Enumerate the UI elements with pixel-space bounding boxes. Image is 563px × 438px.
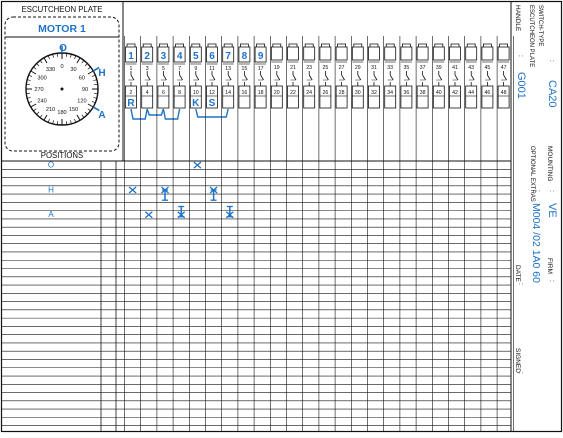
- contact-symbol: [455, 75, 458, 86]
- dial-tick: [77, 58, 80, 63]
- terminal-bottom-number: 14: [225, 90, 231, 96]
- contact-symbol: [487, 75, 490, 86]
- terminal-bottom-number: 10: [193, 90, 199, 96]
- dial-tick: [88, 67, 91, 69]
- dial-center: [61, 88, 64, 91]
- switch-type-label: SWITCH-TYPE: [537, 5, 543, 46]
- dial-tick: [37, 64, 39, 66]
- terminal-top-number: 45: [485, 65, 491, 71]
- terminal-top-number: 1: [130, 66, 133, 72]
- terminal-bracket: [321, 44, 329, 47]
- dial-tick: [88, 104, 93, 107]
- terminal-bottom-number: 48: [501, 90, 507, 96]
- marker-a: A: [98, 110, 105, 121]
- sheet-border: [2, 2, 562, 432]
- contact-symbol: [261, 75, 264, 86]
- contact-symbol: [309, 75, 312, 86]
- terminal-top-box: [304, 47, 315, 60]
- terminal-bracket: [273, 44, 281, 47]
- terminal-bracket: [192, 44, 200, 47]
- terminal-top-number: 13: [225, 66, 231, 72]
- contact-symbol: [147, 75, 150, 86]
- terminal-bracket: [208, 44, 216, 47]
- dial-angle-label: 60: [79, 76, 85, 82]
- terminal-top-number: 33: [387, 65, 393, 71]
- terminal-bottom-number: 12: [209, 90, 215, 96]
- dial-angle-label: 300: [37, 76, 46, 82]
- contact-symbol: [293, 75, 296, 86]
- terminal-top-box: [482, 47, 493, 60]
- handle-separator: :: [517, 55, 524, 57]
- switch-type-value: CA20: [546, 80, 558, 108]
- dial-tick: [44, 58, 47, 63]
- terminal-top-number: 7: [178, 66, 181, 72]
- contact-symbol: [471, 75, 474, 86]
- contact-symbol: [423, 75, 426, 86]
- escutcheon-plate-heading: ESCUTCHEON PLATE: [22, 5, 103, 14]
- dial-tick: [31, 104, 36, 107]
- terminal-block: [126, 44, 510, 119]
- motor-label: MOTOR 1: [38, 23, 86, 35]
- contact-symbol: [196, 75, 199, 86]
- terminal-bottom-number: 24: [306, 90, 312, 96]
- contact-symbol: [212, 75, 215, 86]
- marker-o: O: [59, 43, 67, 54]
- terminal-letter: K: [192, 98, 200, 109]
- contact-symbol: [358, 75, 361, 86]
- dial-angle-label: 270: [34, 87, 43, 93]
- dial-angle-label: 330: [46, 67, 55, 73]
- dial-angle-label: 180: [57, 110, 66, 116]
- extras-separator: :: [534, 190, 541, 192]
- terminal-bracket: [143, 44, 151, 47]
- position-label: A: [48, 210, 54, 219]
- dial-tick: [40, 60, 42, 63]
- signed-label: SIGNED: [514, 348, 521, 373]
- dial-tick: [31, 71, 36, 74]
- date-separator: :: [517, 283, 524, 285]
- stage-number: 4: [177, 51, 183, 62]
- stage-number: 3: [161, 51, 167, 62]
- dial-tick: [82, 60, 84, 63]
- escutcheon-plate-label: ESCUTCHEON PLATE: [528, 5, 534, 67]
- stage-number: 7: [225, 51, 231, 62]
- terminal-bottom-number: 20: [274, 90, 280, 96]
- optional-extras-label: OPTIONAL EXTRAS: [529, 146, 535, 202]
- terminal-bracket: [370, 44, 378, 47]
- dial-tick: [33, 67, 36, 69]
- terminal-top-number: 31: [371, 65, 377, 71]
- terminal-top-box: [271, 47, 282, 60]
- terminal-bracket: [386, 44, 394, 47]
- stage-number: 1: [128, 51, 134, 62]
- terminal-bottom-number: 16: [242, 90, 248, 96]
- dial-angle-label: 150: [69, 107, 78, 113]
- terminal-bracket: [451, 44, 459, 47]
- dial-tick: [85, 112, 87, 114]
- terminal-top-box: [385, 47, 396, 60]
- dial-angle-label: 0: [60, 64, 63, 70]
- firm-label: FIRM: [546, 258, 553, 274]
- positions-heading: POSITIONS: [41, 151, 83, 160]
- terminal-bottom-number: 8: [178, 90, 181, 96]
- switch-type-separator: :: [548, 60, 555, 62]
- terminal-bottom-number: 18: [258, 90, 264, 96]
- terminal-top-box: [466, 47, 477, 60]
- contact-symbol: [374, 75, 377, 86]
- terminal-jumper: [131, 109, 147, 119]
- terminal-bottom-number: 4: [146, 90, 149, 96]
- terminal-top-number: 5: [162, 66, 165, 72]
- terminal-bottom-number: 44: [468, 90, 474, 96]
- terminal-top-number: 11: [209, 66, 214, 72]
- terminal-bracket: [289, 44, 297, 47]
- terminal-bracket: [240, 44, 248, 47]
- terminal-top-box: [433, 47, 444, 60]
- dial-tick: [77, 115, 80, 120]
- signed-separator: :: [517, 372, 524, 374]
- contact-symbol: [131, 75, 134, 86]
- contact-symbol: [390, 75, 393, 86]
- dial-tick: [82, 115, 84, 118]
- dial-angle-label: 120: [77, 99, 86, 105]
- dial: [26, 46, 99, 125]
- position-label: H: [48, 185, 54, 194]
- terminal-top-number: 37: [420, 65, 426, 71]
- terminal-bracket: [354, 44, 362, 47]
- terminal-top-number: 9: [194, 66, 197, 72]
- marker-h: H: [98, 68, 105, 79]
- extras-value: M004 /02 1A0 60: [530, 203, 542, 283]
- terminal-bottom-number: 40: [436, 90, 442, 96]
- handle-label: HANDLE: [514, 5, 521, 32]
- terminal-bottom-number: 34: [387, 90, 393, 96]
- firm-separator: :: [548, 280, 555, 282]
- terminal-bottom-number: 30: [355, 90, 361, 96]
- terminal-top-box: [401, 47, 412, 60]
- terminal-bottom-number: 26: [323, 90, 329, 96]
- terminal-jumper: [147, 109, 163, 115]
- terminal-jumper: [163, 109, 179, 119]
- terminal-bracket: [483, 44, 491, 47]
- terminal-bracket: [305, 44, 313, 47]
- terminal-top-box: [320, 47, 331, 60]
- terminal-bottom-number: 36: [404, 90, 410, 96]
- terminal-top-number: 29: [355, 65, 361, 71]
- dial-tick: [40, 115, 42, 118]
- position-label: O: [48, 161, 54, 170]
- terminal-bottom-number: 2: [130, 90, 133, 96]
- stage-number: 5: [193, 51, 199, 62]
- terminal-bracket: [176, 44, 184, 47]
- contact-symbol: [244, 75, 247, 86]
- contact-symbol: [228, 75, 231, 86]
- terminal-top-box: [498, 47, 509, 60]
- dial-tick: [88, 109, 91, 111]
- terminal-bracket: [402, 44, 410, 47]
- dial-angle-label: 210: [46, 107, 55, 113]
- contact-symbol: [439, 75, 442, 86]
- terminal-top-number: 15: [242, 66, 248, 72]
- dial-angle-label: 240: [37, 99, 46, 105]
- terminal-top-number: 27: [339, 65, 345, 71]
- dial-tick: [44, 115, 47, 120]
- dial-tick: [85, 64, 87, 66]
- terminal-bottom-number: 42: [452, 90, 458, 96]
- contact-symbol: [342, 75, 345, 86]
- terminal-bracket: [257, 44, 265, 47]
- terminal-letter: S: [209, 98, 216, 109]
- contact-closed-mark: [129, 187, 136, 193]
- terminal-top-number: 41: [452, 65, 458, 71]
- terminal-bottom-number: 32: [371, 90, 377, 96]
- terminal-top-number: 3: [146, 66, 149, 72]
- terminal-top-number: 43: [468, 65, 474, 71]
- contact-symbol: [406, 75, 409, 86]
- terminal-bottom-number: 38: [420, 90, 426, 96]
- terminal-bracket: [419, 44, 427, 47]
- dial-tick: [88, 71, 93, 74]
- stage-number: 8: [242, 51, 248, 62]
- terminal-bracket: [435, 44, 443, 47]
- terminal-top-number: 17: [258, 66, 264, 72]
- terminal-top-box: [288, 47, 299, 60]
- terminal-bracket: [500, 44, 508, 47]
- terminal-bottom-number: 28: [339, 90, 345, 96]
- terminal-top-box: [352, 47, 363, 60]
- position-labels: [48, 161, 54, 220]
- terminal-bracket: [159, 44, 167, 47]
- dial-tick: [33, 109, 36, 111]
- mounting-separator: :: [548, 190, 555, 192]
- terminal-top-number: 23: [306, 65, 312, 71]
- handle-value: G001: [515, 72, 527, 99]
- date-label: DATE: [514, 265, 521, 283]
- contact-symbol: [163, 75, 166, 86]
- contact-symbol: [325, 75, 328, 86]
- contact-marks: [129, 162, 233, 218]
- terminal-top-box: [369, 47, 380, 60]
- dial-tick: [37, 112, 39, 114]
- terminal-jumper: [196, 109, 228, 117]
- stage-number: 6: [209, 51, 215, 62]
- terminal-top-number: 21: [290, 65, 296, 71]
- terminal-top-number: 19: [274, 65, 280, 71]
- stage-number: 2: [144, 51, 150, 62]
- contact-symbol: [180, 75, 183, 86]
- contact-symbol: [504, 75, 507, 86]
- terminal-bracket: [127, 44, 135, 47]
- terminal-top-box: [336, 47, 347, 60]
- contact-symbol: [277, 75, 280, 86]
- dial-angle-label: 90: [82, 87, 88, 93]
- terminal-top-number: 35: [404, 65, 410, 71]
- terminal-bottom-number: 22: [290, 90, 296, 96]
- contact-closed-mark: [145, 212, 152, 218]
- title-block: [514, 5, 558, 374]
- contact-closed-mark: [194, 162, 201, 168]
- mounting-label: MOUNTING: [546, 146, 553, 181]
- terminal-top-number: 39: [436, 65, 442, 71]
- terminal-top-box: [417, 47, 428, 60]
- terminal-bracket: [338, 44, 346, 47]
- terminal-top-box: [450, 47, 461, 60]
- terminal-bottom-number: 46: [485, 90, 491, 96]
- terminal-top-number: 47: [501, 65, 507, 71]
- terminal-bottom-number: 6: [162, 90, 165, 96]
- terminal-top-number: 25: [323, 65, 329, 71]
- mounting-value: VE: [546, 203, 558, 218]
- terminal-bracket: [467, 44, 475, 47]
- stage-number: 9: [258, 51, 264, 62]
- terminal-letter: R: [127, 98, 135, 109]
- terminal-bracket: [224, 44, 232, 47]
- dial-angle-label: 30: [70, 67, 76, 73]
